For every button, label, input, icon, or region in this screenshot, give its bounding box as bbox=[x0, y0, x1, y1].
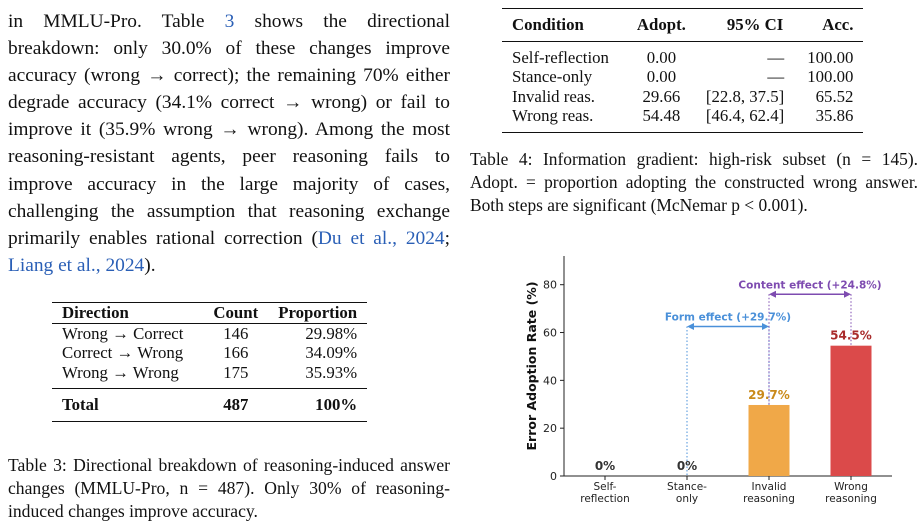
table4-cell: [46.4, 62.4] bbox=[705, 106, 785, 125]
table3-cell: 35.93% bbox=[305, 362, 358, 382]
table3-cell: 29.98% bbox=[305, 323, 358, 343]
table4-cell: Stance-only bbox=[512, 67, 593, 86]
table3-cell: Wrong → Wrong bbox=[62, 362, 179, 382]
annotation-arrowhead bbox=[844, 291, 851, 298]
bar-value-label: 54.5% bbox=[830, 328, 872, 343]
table4-cell: 100.00 bbox=[807, 47, 854, 67]
x-tick-label: Stance-only bbox=[667, 481, 707, 505]
y-axis-label: Error Adoption Rate (%) bbox=[524, 281, 539, 451]
table-row bbox=[502, 41, 863, 67]
table4-header-acc: Acc. bbox=[822, 15, 854, 34]
annotation-arrowhead bbox=[762, 323, 769, 330]
table4-header-adopt: Adopt. bbox=[636, 15, 686, 34]
table-row bbox=[502, 87, 863, 107]
table4-cell: — bbox=[767, 67, 785, 86]
y-tick-label: 60 bbox=[543, 326, 557, 340]
table3-cell: 100% bbox=[315, 395, 358, 414]
table4-cell: 65.52 bbox=[815, 86, 854, 106]
bar-value-label: 0% bbox=[594, 459, 616, 473]
error-adoption-chart bbox=[520, 250, 900, 518]
annotation-label: Content effect (+24.8%) bbox=[738, 279, 882, 292]
y-tick-label: 40 bbox=[543, 374, 557, 388]
table4-cell: 29.66 bbox=[642, 86, 681, 106]
table-row bbox=[52, 363, 367, 389]
table3-cell: 34.09% bbox=[305, 343, 358, 362]
table3-header-count: Count bbox=[213, 303, 259, 322]
table3-header-direction: Direction bbox=[62, 303, 129, 322]
table3-cell: 487 bbox=[223, 395, 249, 414]
table4-cell: 0.00 bbox=[646, 47, 677, 67]
x-tick-label: Invalid reasoning bbox=[743, 481, 795, 505]
table3-caption: Table 3: Directional breakdown of reasoning-induced answer changes (MMLU-Pro, n = 487). Only 30% of reasoning-induced changes improve accuracy. bbox=[8, 455, 450, 521]
table4-cell: 35.86 bbox=[815, 106, 854, 125]
table3-cell: Correct → Wrong bbox=[62, 343, 184, 362]
table-row bbox=[52, 343, 367, 363]
annotation-arrowhead bbox=[769, 291, 776, 298]
table-row bbox=[502, 106, 863, 132]
x-tick-label: Self-reflection bbox=[580, 481, 630, 505]
table4-caption: Table 4: Information gradient: high-risk subset (n = 145). Adopt. = proportion adopting the constructed wrong answer. Both steps are significant (McNemar p < 0.001). bbox=[470, 149, 918, 215]
table-4 bbox=[502, 8, 863, 133]
table4-cell: Invalid reas. bbox=[512, 86, 595, 106]
table4-cell: — bbox=[767, 47, 785, 67]
citation-du[interactable]: Du et al., 2024 bbox=[317, 227, 445, 249]
table4-cell: [22.8, 37.5] bbox=[705, 86, 785, 106]
table3-cell: 146 bbox=[223, 323, 249, 343]
table3-cell: Wrong → Correct bbox=[62, 323, 184, 343]
table-3 bbox=[52, 302, 367, 422]
table3-cell: 175 bbox=[223, 362, 249, 382]
citation-liang[interactable]: Liang et al., 2024 bbox=[8, 254, 145, 276]
table3-cell: 166 bbox=[223, 343, 249, 362]
body-paragraph: in MMLU-Pro. Table 3 shows the directional breakdown: only 30.0% of these changes improve accuracy (wrong → correct); the remaining 70% either degrade accuracy (34.1% correct → wrong) or fail to improve it (35.9% wrong → wrong). Among the most reasoning-resistant agents, peer reasoning fails to improve accuracy in the large majority of cases, challenging the assumption that reasoning exchange primarily enables rational correction (Du et al., 2024; Liang et al., 2024). bbox=[8, 11, 450, 276]
left-column bbox=[8, 0, 450, 279]
table-row bbox=[502, 67, 863, 87]
table4-header-ci: 95% CI bbox=[726, 15, 784, 34]
table-row bbox=[52, 323, 367, 343]
bar bbox=[831, 346, 872, 476]
x-tick-label: Wrong reasoning bbox=[825, 481, 877, 505]
table4-cell: Wrong reas. bbox=[512, 106, 594, 125]
table4-cell: 100.00 bbox=[807, 67, 854, 86]
table-ref-link[interactable]: 3 bbox=[224, 11, 235, 32]
annotation-label: Form effect (+29.7%) bbox=[664, 311, 792, 324]
bar-value-label: 29.7% bbox=[748, 387, 790, 402]
table3-total-row bbox=[52, 389, 367, 422]
bar bbox=[749, 405, 790, 476]
table4-cell: Self-reflection bbox=[512, 47, 609, 67]
bar-value-label: 0% bbox=[676, 459, 698, 473]
table4-cell: 54.48 bbox=[642, 106, 681, 125]
y-tick-label: 80 bbox=[543, 278, 557, 292]
y-tick-label: 20 bbox=[543, 422, 557, 436]
annotation-arrowhead bbox=[687, 323, 694, 330]
table3-cell: Total bbox=[62, 395, 99, 414]
y-tick-label: 0 bbox=[550, 470, 557, 483]
table4-cell: 0.00 bbox=[646, 67, 677, 86]
table4-header-condition: Condition bbox=[512, 15, 584, 34]
table3-header-proportion: Proportion bbox=[278, 303, 358, 322]
